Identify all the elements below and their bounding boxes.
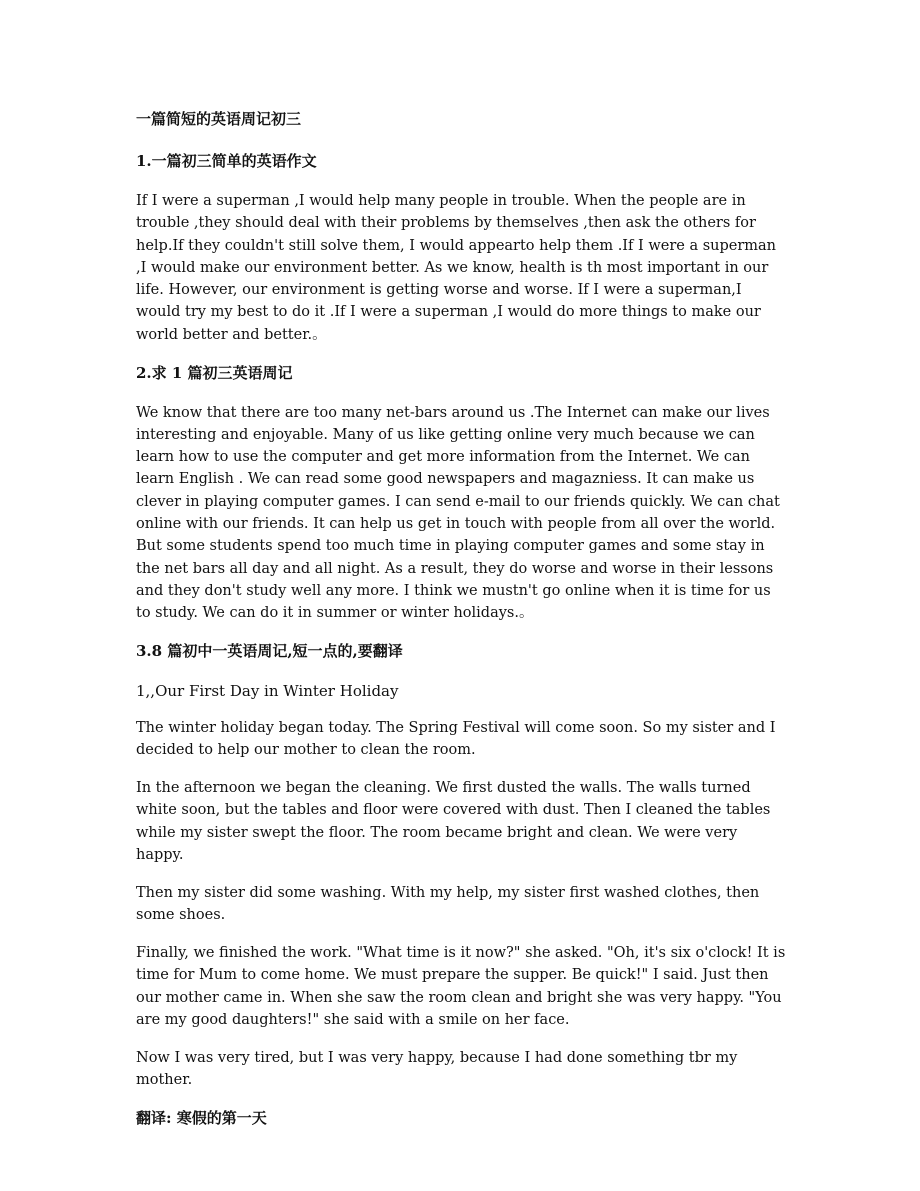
section-3-paragraph-4: Finally, we finished the work. "What time is it now?" she asked. "Oh, it's six o'clock! It is time for Mum to come home. We must prepare the supper. Be quick!" I said. Just then our mother came in. When she saw the room clean and bright she was very happy. "You are my good daughters!" she said with a smile on her face. (136, 944, 786, 1028)
section-3-paragraph-5: Now I was very tired, but I was very happy, because I had done something tbr my mother. (136, 1049, 738, 1088)
section-3-subheading: 1,,Our First Day in Winter Holiday (136, 682, 399, 701)
section-2-paragraph: We know that there are too many net-bars around us .The Internet can make our lives interesting and enjoyable. Many of us like getting online very much because we can learn how to use the computer and get more information from the Internet. We can learn English . We can read some good newspapers and magazniess. It can make us clever in playing computer games. I can send e-mail to our friends quickly. We can chat online with our friends. It can help us get in touch with people from all over the world. But some students spend too much time in playing computer games and some stay in the net bars all day and all night. As a result, they do worse and worse in their lessons and they don't study well any more. I think we mustn't go online when it is time for us to study. We can do it in summer or winter holidays.。 (136, 404, 780, 622)
section-3-paragraph-3: Then my sister did some washing. With my help, my sister first washed clothes, then some shoes. (136, 884, 760, 924)
section-3-paragraph-1: The winter holiday began today. The Spring Festival will come soon. So my sister and I decided to help our mother to clean the room. (136, 720, 776, 759)
document-page (136, 108, 788, 1147)
translation-heading: 翻译: 寒假的第一天 (136, 1108, 267, 1127)
section-3-heading: 3.8 篇初中一英语周记,短一点的,要翻译 (136, 642, 403, 661)
document-title: 一篇简短的英语周记初三 (136, 110, 302, 128)
section-1-heading: 1.一篇初三简单的英语作文 (136, 152, 317, 170)
section-3-paragraph-2: In the afternoon we began the cleaning. We first dusted the walls. The walls turned white soon, but the tables and floor were covered with dust. Then I cleaned the tables while my sister swept the floor. The room became bright and clean. We were very happy. (136, 780, 771, 864)
section-2-heading: 2.求 1 篇初三英语周记 (136, 363, 293, 382)
section-1-paragraph: If I were a superman ,I would help many people in trouble. When the people are in trouble ,they should deal with their problems by themselves ,then ask the others for help.If they couldn't still solve them, I would appearto help them .If I were a superman ,I would make our environment better. As we know, health is th most important in our life. However, our environment is getting worse and worse. If I were a superman,I would try my best to do it .If I were a superman ,I would do more things to make our world better and better.。 (136, 193, 777, 343)
